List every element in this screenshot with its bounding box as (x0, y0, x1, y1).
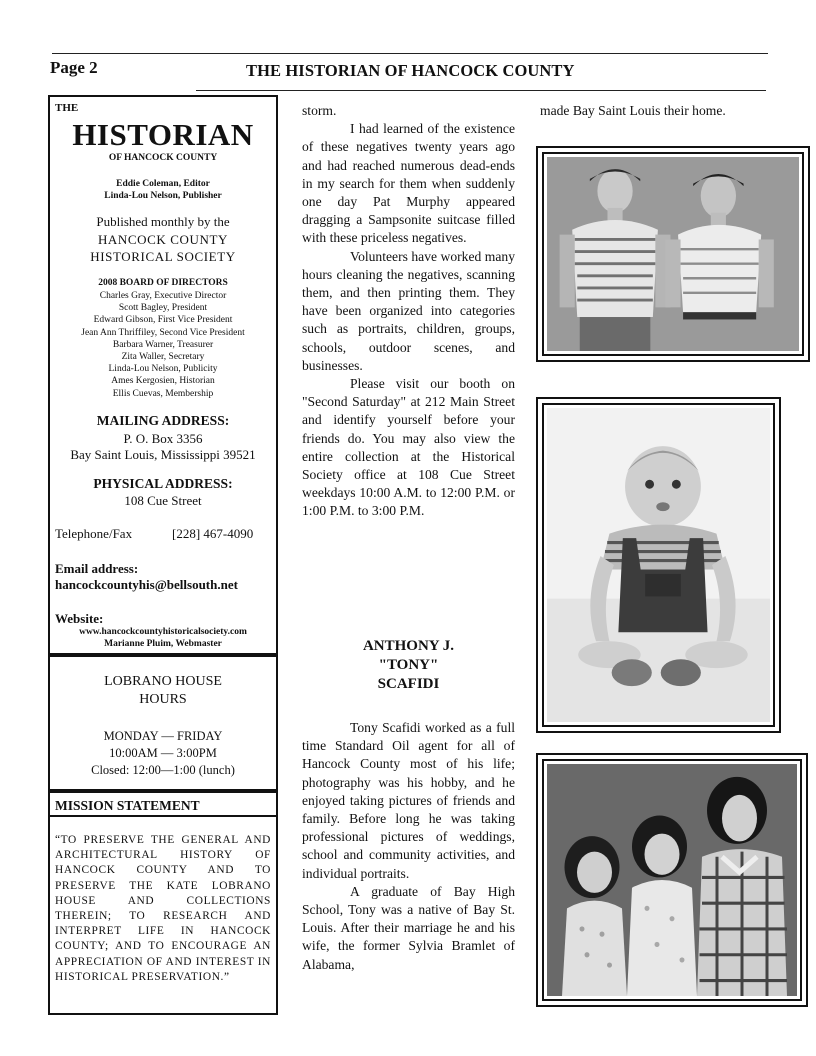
article-paragraph: Volunteers have worked many hours cleaning the negatives, scanning them, and then printing them. They have been organized into categories such as portraits, children, groups, schools, outdoor scenes, and businesses. (302, 248, 515, 373)
mission-text: “TO PRESERVE THE GENERAL AND ARCHITECTURAL HISTORY OF HANCOCK COUNTY AND TO PRESERVE THE KATE LOBRANO HOUSE AND COLLECTIONS THEREIN; TO RESEARCH AND INTERPRET LIFE IN HANCOCK COUNTY; AND TO ENCOURAGE AN APPRECIATION OF AND INTEREST IN HISTORICAL PRESERVATION.” (55, 834, 271, 983)
mailing-address-heading: MAILING ADDRESS: (96, 413, 230, 428)
section-heading (302, 637, 515, 694)
section-heading-line2: "TONY" (378, 657, 439, 673)
mission-box (48, 791, 278, 1015)
board-member: Ellis Cuevas, Membership (112, 388, 214, 399)
hours-box (48, 655, 278, 791)
board-heading: 2008 BOARD OF DIRECTORS (98, 278, 228, 288)
article-column-1 (302, 102, 515, 521)
masthead-of-county: OF HANCOCK COUNTY (108, 153, 218, 163)
article-paragraph: made Bay Saint Louis their home. (540, 103, 726, 118)
article-column-1b (302, 719, 515, 974)
photo-three-girls (536, 753, 808, 1007)
article-paragraph: Tony Scafidi worked as a full time Standard Oil agent for all of Hancock County most of his life; photography was his hobby, and he enjoyed taking pictures of friends and family. Before long he was taking professional pictures of weddings, school and community activities, and individual portraits. (302, 720, 515, 881)
photo-three-girls-image (547, 764, 797, 996)
hours-title-line1: LOBRANO HOUSE (104, 674, 222, 689)
board-member: Ames Kergosien, Historian (111, 376, 215, 387)
mailing-address-line2: Bay Saint Louis, Mississippi 39521 (70, 447, 256, 462)
board-member: Zita Waller, Secretary (121, 352, 205, 363)
hours-title (50, 673, 276, 709)
publisher-credit: Linda-Lou Nelson, Publisher (104, 191, 222, 201)
article-paragraph: A graduate of Bay High School, Tony was a native of Bay St. Louis. After their marriage he and his wife, the former Sylvia Bramlet of Alabama, (302, 883, 515, 972)
article-paragraph: storm. (302, 103, 337, 118)
hours-days: MONDAY — FRIDAY (103, 729, 223, 743)
section-heading-line3: SCAFIDI (377, 676, 440, 692)
board-member: Linda-Lou Nelson, Publicity (108, 364, 218, 375)
header-bottom-rule (196, 90, 766, 91)
photo-two-young-men-image (547, 157, 799, 351)
physical-address-heading: PHYSICAL ADDRESS: (93, 476, 233, 491)
header-top-rule (52, 53, 768, 54)
board-list (50, 290, 276, 400)
board-member: Charles Gray, Executive Director (99, 291, 227, 301)
hours-closed: Closed: 12:00—1:00 (lunch) (91, 763, 235, 777)
photo-two-young-men (536, 146, 810, 362)
website-label: Website: (55, 611, 104, 626)
board-member: Jean Ann Thriffiley, Second Vice President (81, 327, 245, 338)
published-by: Published monthly by the (96, 214, 230, 229)
website-url[interactable]: www.hancockcountyhistoricalsociety.com (79, 627, 247, 637)
editor-credit: Eddie Coleman, Editor (116, 179, 210, 189)
hours-title-line2: HOURS (139, 692, 187, 707)
newsletter-title: THE HISTORIAN OF HANCOCK COUNTY (246, 61, 575, 80)
physical-address-line1: 108 Cue Street (124, 493, 202, 508)
email-label: Email address: (55, 561, 139, 576)
webmaster-credit: Marianne Pluim, Webmaster (104, 639, 222, 649)
society-name-line1: HANCOCK COUNTY (97, 232, 229, 247)
board-member: Scott Bagley, President (118, 303, 208, 314)
section-heading-line1: ANTHONY J. (362, 638, 455, 654)
mailing-address-line1: P. O. Box 3356 (123, 431, 203, 446)
board-member: Edward Gibson, First Vice President (93, 315, 233, 326)
photo-baby-portrait (536, 397, 781, 733)
society-name-line2: HISTORICAL SOCIETY (90, 249, 236, 264)
masthead-historian: HISTORIAN (72, 117, 254, 152)
phone-label: Telephone/Fax (55, 526, 133, 541)
page-number: Page 2 (50, 58, 98, 77)
masthead-the: THE (55, 102, 79, 114)
email-address[interactable]: hancockcountyhis@bellsouth.net (55, 577, 238, 592)
article-paragraph: I had learned of the existence of these negatives twenty years ago and had reached numerous dead-ends in my search for them when suddenly one day Pat Murphy appeared dragging a Sampsonite suitcase filled with these priceless negatives. (302, 121, 515, 246)
article-paragraph: Please visit our booth on "Second Saturday" at 212 Main Street and identify yourself before your friends do. You may also view the entire collection at the Historical Society office at 108 Cue Street weekdays 10:00 A.M. to 12:00 P.M. or 1:00 P.M. to 3:00 P.M. (302, 376, 515, 519)
phone-number: [228] 467-4090 (172, 526, 254, 541)
mission-heading: MISSION STATEMENT (50, 793, 276, 817)
photo-baby-portrait-image (547, 408, 770, 722)
masthead-box (48, 95, 278, 655)
board-member: Barbara Warner, Treasurer (112, 339, 214, 350)
article-column-2 (540, 102, 753, 120)
hours-times: 10:00AM — 3:00PM (109, 746, 217, 760)
